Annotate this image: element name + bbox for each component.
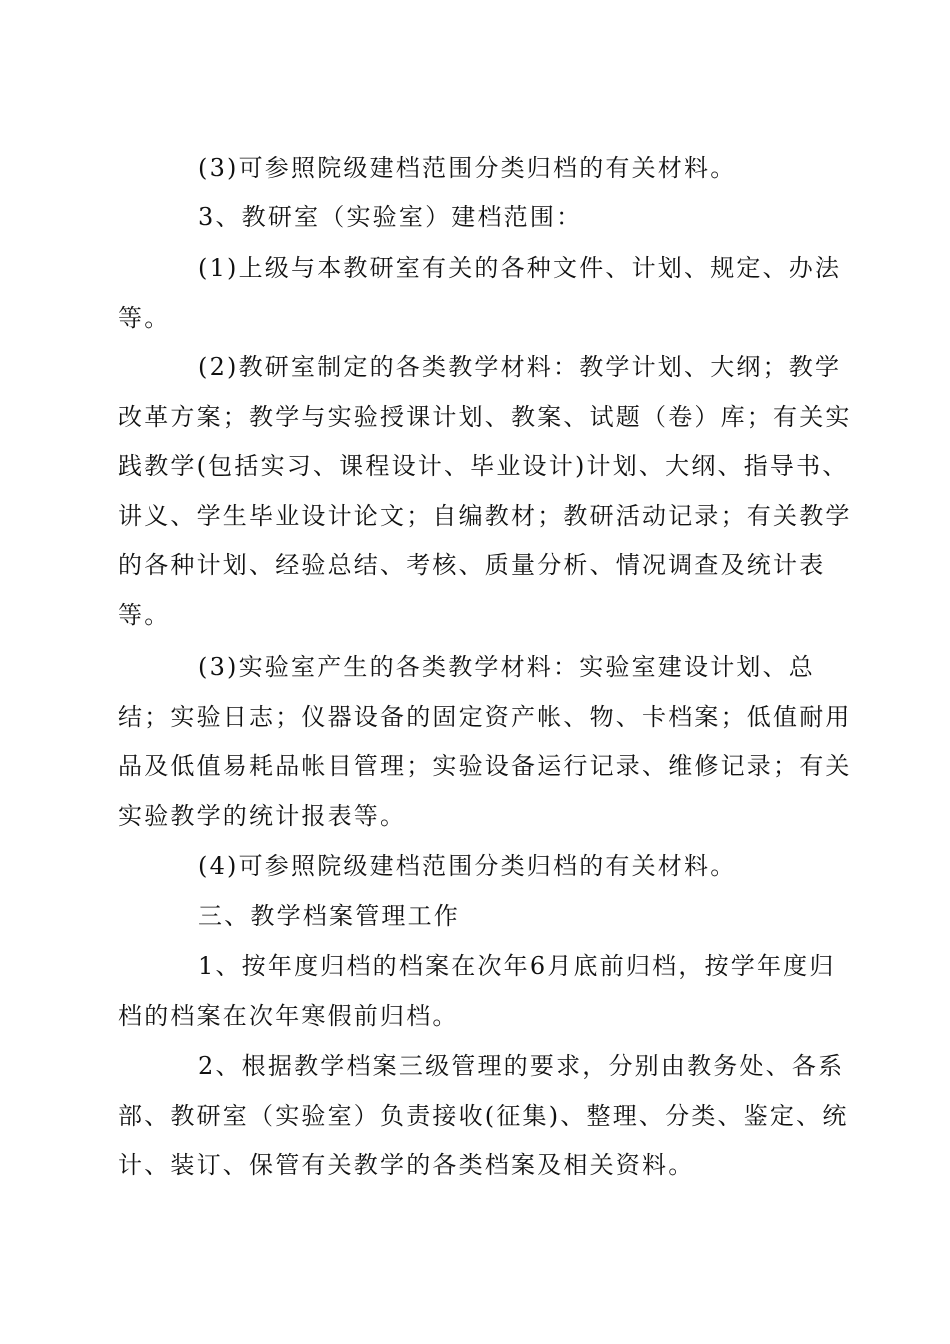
paragraph-teaching-office-materials: (2)教研室制定的各类教学材料：教学计划、大纲；教学改革方案；教学与实验授课计划、教案、试题（卷）库；有关实践教学(包括实习、课程设计、毕业设计)计划、大纲、指导书、讲义、学生毕业设计论文；自编教材；教研活动记录；有关教学的各种计划、经验总结、考核、质量分析、情况调查及统计表等。 <box>118 353 852 629</box>
heading-archive-management: 三、教学档案管理工作 <box>198 902 460 930</box>
paragraph-college-level-reference: (3)可参照院级建档范围分类归档的有关材料。 <box>198 154 737 182</box>
paragraph-laboratory-materials: (3)实验室产生的各类教学材料：实验室建设计划、总结；实验日志；仪器设备的固定资产帐、物、卡档案；低值耐用品及低值易耗品帐目管理；实验设备运行记录、维修记录；有关实验教学的统计报表等。 <box>118 653 852 830</box>
paragraph-superior-documents: (1)上级与本教研室有关的各种文件、计划、规定、办法等。 <box>118 254 842 332</box>
paragraph-archiving-deadlines: 1、按年度归档的档案在次年6月底前归档，按学年度归档的档案在次年寒假前归档。 <box>118 952 836 1030</box>
paragraph-three-level-management: 2、根据教学档案三级管理的要求，分别由教务处、各系部、教研室（实验室）负责接收(征集)、整理、分类、鉴定、统计、装订、保管有关教学的各类档案及相关资料。 <box>118 1052 849 1179</box>
paragraph-college-level-reference-2: (4)可参照院级建档范围分类归档的有关材料。 <box>198 852 737 880</box>
heading-teaching-office-scope: 3、教研室（实验室）建档范围： <box>198 203 583 231</box>
